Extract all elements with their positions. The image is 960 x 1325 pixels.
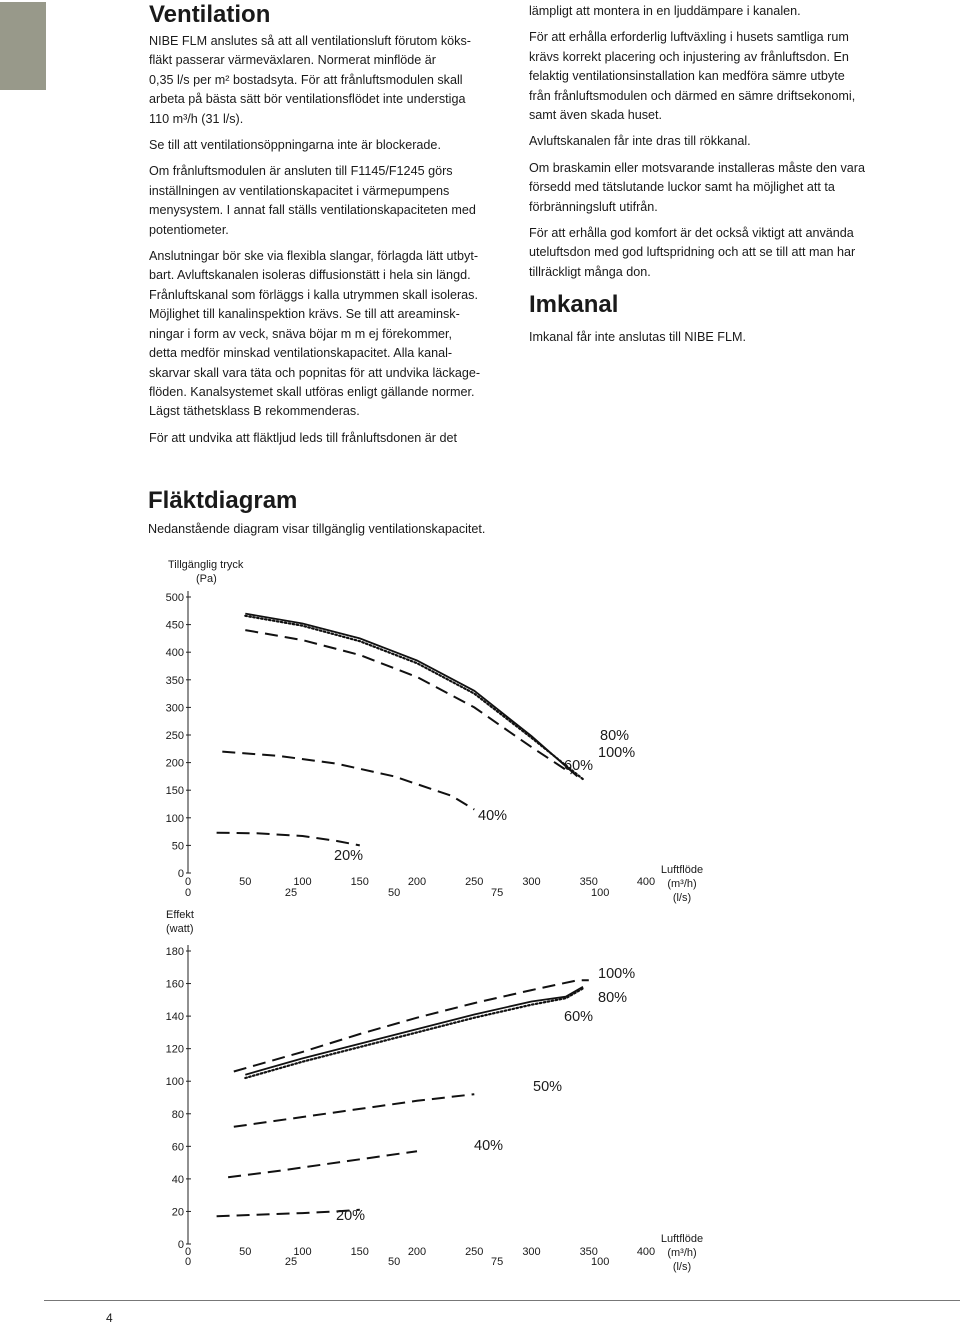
x-tick-label-ls: 100 <box>591 1256 610 1268</box>
text-line: försedd med tätslutande luckor samt ha möjlighet att ta <box>529 180 835 195</box>
x-tick-label-m3h: 300 <box>522 1246 541 1258</box>
x-tick-label-m3h: 0 <box>184 876 192 888</box>
footer-divider <box>44 1300 960 1301</box>
y-tick-label: 350 <box>165 674 184 687</box>
text-line: Anslutningar bör ske via flexibla slangar, förlagda lätt utbyt- <box>149 249 479 264</box>
text-line: Om braskamin eller motsvarande installeras måste den vara <box>529 160 865 175</box>
curve-label-40pct: 40% <box>474 1138 504 1154</box>
y-tick-label: 100 <box>165 1076 184 1089</box>
text-line: samt även skada huset. <box>529 108 663 123</box>
x-tick-label-ls: 0 <box>184 1256 192 1268</box>
text-line: från frånluftsmodulen och därmed en sämre driftsekonomi, <box>529 88 856 103</box>
y-tick-label: 100 <box>165 812 184 825</box>
series-line-60pct <box>245 630 571 774</box>
series-line-100pct <box>234 980 589 1071</box>
text-line: arbeta på bästa sätt bör ventilationsflödet inte understiga <box>149 92 466 107</box>
x-tick-label-m3h: 250 <box>465 876 484 888</box>
text-line: 110 m³/h (31 l/s). <box>149 111 244 126</box>
x-tick-label-m3h: 400 <box>636 876 656 888</box>
text-line: För att erhålla erforderlig luftväxling i husets samtliga rum <box>529 30 849 45</box>
text-line: skarvar skall vara täta och popnitas för att undvika läckage- <box>149 365 481 380</box>
text-line: bart. Avluftskanalen isoleras diffusionstätt i hela sin längd. <box>149 268 471 283</box>
text-line: förbränningsluft utifrån. <box>529 199 658 214</box>
x-tick-label-m3h: 100 <box>293 876 312 888</box>
text-line: fläkt passerar värmeväxlaren. Normerat minflöde är <box>149 53 436 68</box>
text-line: Om frånluftsmodulen är ansluten till F1145/F1245 görs <box>149 164 453 179</box>
x-axis-title: (l/s) <box>672 892 692 904</box>
text-line: menysystem. I annat fall ställs ventilationskapaciteten med <box>149 203 476 218</box>
text-line: felaktig ventilationsinstallation kan medföra sämre utbyte <box>529 69 845 84</box>
x-tick-label-m3h: 200 <box>407 1246 427 1258</box>
curve-label-40pct: 40% <box>478 808 508 824</box>
curve-label-80pct: 80% <box>598 990 628 1006</box>
x-tick-label-m3h: 400 <box>636 1246 656 1258</box>
x-tick-label-m3h: 350 <box>579 876 598 888</box>
y-tick-label: 150 <box>165 785 184 798</box>
y-tick-label: 250 <box>165 730 184 742</box>
y-tick-label: 500 <box>165 592 184 604</box>
y-tick-label: 80 <box>171 1108 184 1121</box>
curve-label-50pct: 50% <box>533 1079 563 1095</box>
x-tick-label-ls: 75 <box>491 887 504 899</box>
x-tick-label-ls: 50 <box>387 1256 401 1268</box>
ventilation-heading: Ventilation <box>149 1 271 28</box>
curve-label-100pct: 100% <box>598 745 636 761</box>
text-line: ningar i form av veck, snäva böjar m m ej förekommer, <box>149 326 453 341</box>
series-line-50pct <box>234 1094 474 1127</box>
x-axis-title: (m³/h) <box>667 878 697 890</box>
text-line: uteluftsdon med god luftspridning och att se till att man har <box>529 245 856 260</box>
fan-diagram-heading: Fläktdiagram <box>148 487 298 514</box>
x-tick-label-m3h: 0 <box>184 1246 192 1258</box>
y-axis-title: Effekt <box>166 909 194 921</box>
series-line-40pct <box>228 1151 417 1177</box>
curve-label-60pct: 60% <box>564 758 594 774</box>
y-tick-label: 450 <box>165 619 184 632</box>
x-tick-label-ls: 50 <box>387 887 401 899</box>
text-line: För att erhålla god komfort är det också viktigt att använda <box>529 226 854 241</box>
imkanal-paragraph: Imkanal får inte anslutas till NIBE FLM. <box>529 330 746 344</box>
x-tick-label-ls: 100 <box>591 887 610 899</box>
y-tick-label: 200 <box>165 757 184 770</box>
x-tick-label-ls: 25 <box>284 1256 298 1268</box>
x-tick-label-m3h: 200 <box>407 876 427 888</box>
text-line: tillräckligt många don. <box>529 264 651 279</box>
text-line: inställningen av ventilationskapacitet i värmepumpens <box>149 183 450 198</box>
y-axis-title: (Pa) <box>196 573 217 585</box>
text-line: Avluftskanalen får inte dras till rökkanal. <box>529 134 751 149</box>
y-tick-label: 40 <box>171 1173 184 1186</box>
x-tick-label-m3h: 300 <box>522 876 541 888</box>
curve-label-100pct: 100% <box>598 966 636 982</box>
text-line: Se till att ventilationsöppningarna inte är blockerade. <box>149 138 441 153</box>
curve-label-20pct: 20% <box>336 1208 366 1224</box>
x-tick-label-m3h: 350 <box>579 1246 598 1258</box>
x-tick-label-m3h: 100 <box>293 1246 312 1258</box>
series-line-40pct <box>222 752 474 810</box>
y-tick-label: 140 <box>165 1011 184 1024</box>
x-tick-label-ls: 0 <box>184 887 192 899</box>
curve-label-80pct: 80% <box>600 728 630 744</box>
x-tick-label-ls: 25 <box>284 887 298 899</box>
curve-label-60pct: 60% <box>564 1009 594 1025</box>
text-line: lämpligt att montera in en ljuddämpare i kanalen. <box>529 4 801 18</box>
y-tick-label: 180 <box>165 946 184 958</box>
y-axis-title: Tillgänglig tryck <box>168 559 244 571</box>
x-axis-title: Luftflöde <box>660 864 704 876</box>
y-tick-label: 0 <box>177 868 184 880</box>
text-line: detta medför minskad ventilationskapacitet. Alla kanal- <box>149 346 453 361</box>
series-line-20pct <box>217 833 360 846</box>
text-line: Möjlighet till kanalinspektion krävs. Se till att areaminsk- <box>149 307 460 322</box>
y-tick-label: 300 <box>165 702 184 715</box>
y-tick-label: 400 <box>165 647 184 660</box>
text-line: För att undvika att fläktljud leds till frånluftsdonen är det <box>149 430 458 445</box>
page-number: 4 <box>106 1311 113 1325</box>
text-line: Lägst täthetsklass B rekommenderas. <box>149 404 360 419</box>
y-axis-title: (watt) <box>166 923 194 935</box>
x-axis-title: (m³/h) <box>667 1247 697 1259</box>
x-tick-label-m3h: 50 <box>239 1246 252 1258</box>
x-axis-title: Luftflöde <box>660 1233 704 1245</box>
text-line: Frånluftskanal som förläggs i kalla utrymmen skall isoleras. <box>149 287 478 302</box>
text-line: NIBE FLM anslutes så att all ventilationsluft förutom köks- <box>149 34 471 48</box>
x-tick-label-m3h: 150 <box>350 876 369 888</box>
x-tick-label-m3h: 250 <box>465 1246 484 1258</box>
text-line: flöden. Kanalsystemet skall utföras enligt gällande normer. <box>149 384 475 399</box>
fan-diagram-intro: Nedanstående diagram visar tillgänglig ventilationskapacitet. <box>148 522 486 536</box>
y-tick-label: 160 <box>165 978 184 991</box>
x-axis-title: (l/s) <box>672 1261 692 1273</box>
x-tick-label-m3h: 50 <box>239 876 252 888</box>
curve-label-20pct: 20% <box>334 848 364 864</box>
text-line: krävs korrekt placering och injustering av frånluftsdon. En <box>529 49 849 64</box>
text-line: potentiometer. <box>149 222 229 237</box>
x-tick-label-m3h: 150 <box>350 1246 369 1258</box>
series-line-80pct <box>245 987 583 1075</box>
y-tick-label: 120 <box>165 1043 184 1056</box>
text-line: 0,35 l/s per m² bostadsyta. För att frånluftsmodulen skall <box>149 72 463 87</box>
x-tick-label-ls: 75 <box>491 1256 504 1268</box>
y-tick-label: 50 <box>171 840 184 853</box>
y-tick-label: 0 <box>177 1239 184 1251</box>
series-line-80pct <box>245 616 583 779</box>
y-tick-label: 20 <box>171 1206 184 1219</box>
y-tick-label: 60 <box>171 1141 184 1154</box>
imkanal-heading: Imkanal <box>529 291 619 318</box>
